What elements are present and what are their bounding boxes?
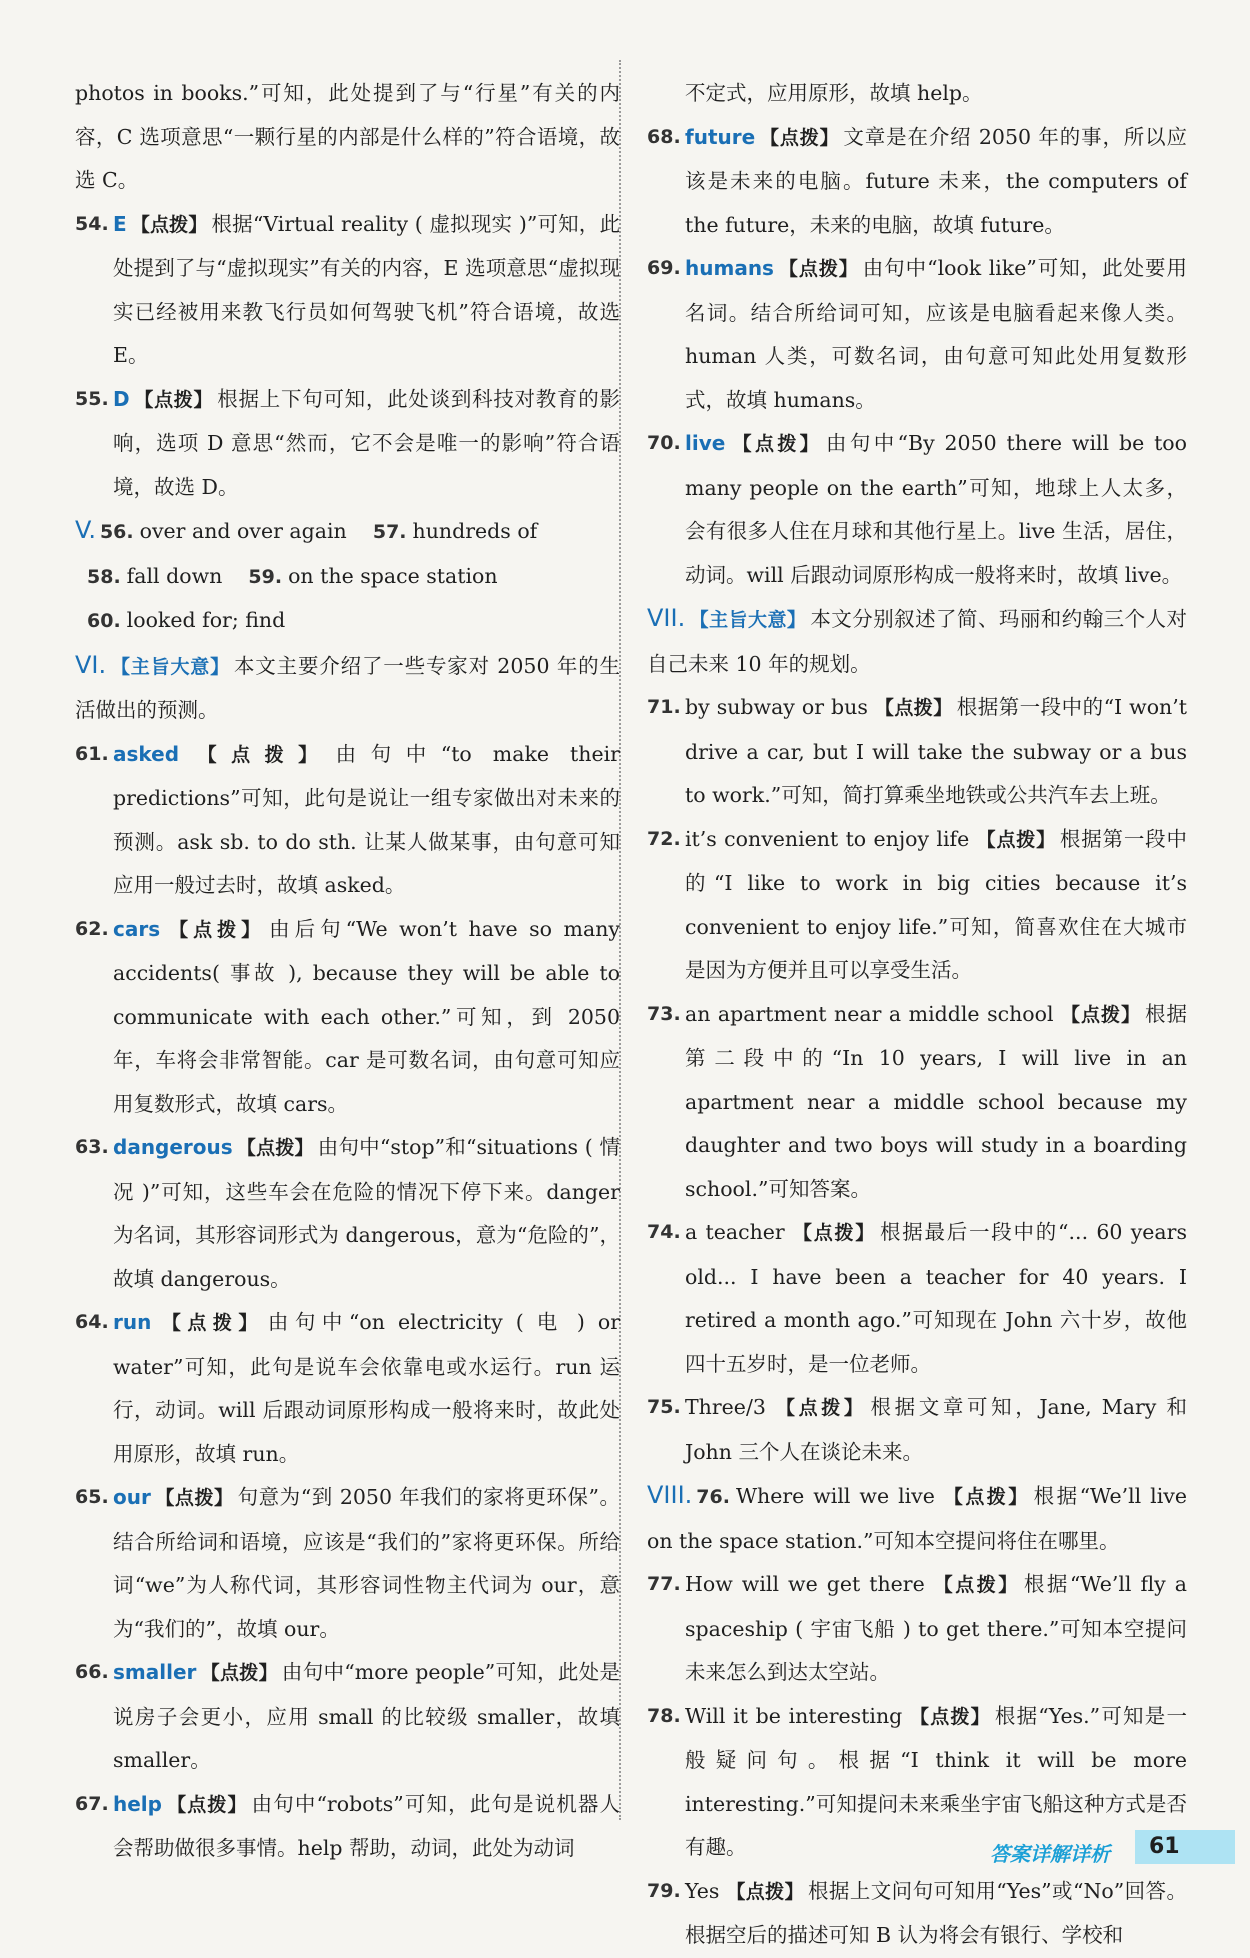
question-number: 79. (647, 1879, 681, 1902)
page-number: 61 (1135, 1830, 1235, 1864)
section-roman-numeral: VII. (647, 604, 686, 632)
answer-75 (647, 1386, 1187, 1474)
explanation: 根据上文问句可知用“Yes”或“No”回答。根据空后的描述可知 B 认为将会有银行、学校和 (685, 1878, 1187, 1947)
hint-tag: 【点拨】 (777, 258, 859, 280)
hint-tag: 【点拨】 (133, 388, 214, 411)
hint-tag: 【点拨】 (154, 1487, 234, 1509)
section-roman-numeral: V. (75, 516, 96, 544)
answer-73 (647, 993, 1187, 1212)
explanation: 由句中“look like”可知，此处要用名词。结合所给词可知，应该是电脑看起来像人类。human 人类，可数名词，由句意可知此处用复数形式，故填 humans。 (685, 256, 1187, 412)
answer-55 (75, 378, 620, 510)
answer-key: Will it be interesting (685, 1703, 903, 1728)
question-number: 63. (75, 1136, 109, 1158)
continuation-text: photos in books.”可知，此处提到了与“行星”有关的内容，C 选项意思“一颗行星的内部是什么样的”符合语境，故选 C。 (75, 81, 620, 192)
answer-text: looked for; find (126, 608, 286, 632)
answer-70 (647, 422, 1187, 597)
answer-key: Three/3 (685, 1395, 766, 1419)
answer-key: by subway or bus (685, 695, 868, 719)
explanation: 根据第二段中的“In 10 years, I will live in an apartment near a middle school because my daughter and two boys will study in a boarding school.”可知答案。 (685, 1001, 1188, 1201)
explanation: 由句中“stop”和“situations ( 情况 )”可知，这些车会在危险的情况下停下来。danger 为名词，其形容词形式为 dangerous，意为“危险的”，故填 dangerous。 (113, 1135, 620, 1291)
summary-tag: 【主旨大意】 (689, 609, 807, 631)
answer-key: asked (113, 741, 180, 766)
section-roman-numeral: VIII. (647, 1481, 693, 1509)
hint-tag: 【点拨】 (759, 126, 840, 149)
question-number: 64. (75, 1311, 109, 1333)
answer-text: over and over again (139, 519, 347, 543)
question-number: 67. (75, 1792, 109, 1815)
explanation: 根据第一段中的“I like to work in big cities because it’s convenient to enjoy life.”可知，简喜欢住在大城市是因为方便并且可以享受生活。 (685, 826, 1187, 982)
question-number: 78. (647, 1704, 681, 1727)
answer-key: future (685, 124, 756, 149)
explanation: 根据“Yes.”可知是一般疑问句。根据“I think it will be more interesting.”可知提问未来乘坐宇宙飞船这种方式是否有趣。 (685, 1703, 1187, 1859)
answer-65 (75, 1476, 620, 1651)
answer-54 (75, 203, 620, 378)
left-column (75, 72, 620, 1871)
answer-key: live (685, 431, 726, 455)
answer-key: D (113, 386, 130, 411)
question-number: 54. (75, 212, 109, 235)
question-number: 77. (647, 1573, 681, 1595)
hint-tag: 【点拨】 (130, 213, 208, 236)
explanation: 由后句“We won’t have so many accidents( 事故 ), because they will be able to communicate with each other.”可知，到 2050 年，车将会非常智能。car 是可数名词，由句意可知应用复数形式，故填 cars。 (113, 916, 620, 1116)
answer-key: Yes (685, 1878, 720, 1903)
answer-67 (75, 1783, 620, 1871)
explanation: 句意为“到 2050 年我们的家将更环保”。结合所给词和语境，应该是“我们的”家将更环保。所给词“we”为人称代词，其形容词性物主代词为 our，意为“我们的”，故填 our。 (113, 1485, 620, 1641)
answer-key: How will we get there (685, 1572, 925, 1596)
answer-key: an apartment near a middle school (685, 1001, 1054, 1026)
question-number: 71. (647, 696, 681, 718)
answer-74 (647, 1211, 1187, 1386)
question-number: 62. (75, 917, 109, 940)
question-number: 60. (87, 610, 121, 632)
answer-63 (75, 1126, 620, 1301)
answer-key: our (113, 1485, 151, 1509)
answer-79 (647, 1870, 1187, 1958)
question-number: 70. (647, 432, 681, 454)
answer-77 (647, 1563, 1187, 1695)
question-number: 75. (647, 1396, 681, 1418)
answer-68 (647, 116, 1187, 248)
summary-text: 本文主要介绍了一些专家对 2050 年的生活做出的预测。 (75, 653, 620, 722)
hint-tag: 【点拨】 (976, 828, 1056, 851)
right-column (647, 72, 1187, 1958)
section-5-row-2 (75, 555, 620, 600)
question-number: 56. (99, 521, 134, 543)
explanation: 文章是在介绍 2050 年的事，所以应该是未来的电脑。future 未来，the computers of the future，未来的电脑，故填 future。 (685, 124, 1187, 237)
explanation: 由句中“robots”可知，此句是说机器人会帮助做很多事情。help 帮助，动词，此处为动词 (113, 1791, 620, 1860)
explanation: 由句中“By 2050 there will be too many people on the earth”可知，地球上人太多，会有很多人住在月球和其他行星上。live 生活，居住，动词。will 后跟动词原形构成一般将来时，故填 live。 (685, 431, 1187, 587)
explanation: 根据“Virtual reality ( 虚拟现实 )”可知，此处提到了与“虚拟现实”有关的内容，E 选项意思“虚拟现实已经被用来教飞行员如何驾驶飞机”符合语境，故选 E。 (113, 211, 620, 367)
question-number: 74. (647, 1221, 681, 1243)
question-number: 55. (75, 387, 109, 410)
hint-tag: 【点拨】 (776, 1397, 867, 1419)
answer-text: fall down (126, 563, 223, 588)
question-number: 59. (248, 565, 283, 588)
answer-71 (647, 686, 1187, 818)
explanation: 根据文章可知，Jane, Mary 和 John 三个人在谈论未来。 (685, 1395, 1187, 1464)
answer-62 (75, 908, 620, 1127)
hint-tag: 【点拨】 (792, 1222, 877, 1244)
question-number: 73. (647, 1002, 681, 1025)
answer-72 (647, 818, 1187, 993)
hint-tag: 【点拨】 (200, 1662, 278, 1684)
section-roman-numeral: VI. (75, 650, 107, 679)
hint-tag: 【点拨】 (1061, 1003, 1142, 1026)
answer-text: hundreds of (412, 519, 538, 543)
section-6-summary (75, 644, 620, 733)
answer-key: dangerous (113, 1135, 233, 1159)
answer-key: run (113, 1310, 152, 1334)
answer-key: a teacher (685, 1220, 785, 1244)
hint-tag: 【点拨】 (943, 1486, 1030, 1508)
question-number: 65. (75, 1486, 109, 1508)
section-5-row-1 (75, 509, 620, 555)
answer-text: on the space station (288, 563, 498, 588)
question-number: 68. (647, 125, 681, 148)
explanation: 根据“We’ll fly a spaceship ( 宇宙飞船 ) to get there.”可知本空提问未来怎么到达太空站。 (685, 1572, 1187, 1684)
summary-text: 本文分别叙述了简、玛丽和约翰三个人对自己未来 10 年的规划。 (647, 607, 1187, 676)
question-number: 61. (75, 742, 109, 765)
answer-69 (647, 247, 1187, 422)
answer-76 (647, 1474, 1187, 1563)
question-number: 72. (647, 827, 681, 850)
hint-tag: 【点拨】 (155, 1312, 264, 1334)
answer-key: Where will we live (735, 1484, 935, 1508)
hint-tag: 【点拨】 (910, 1705, 991, 1728)
question-number: 69. (647, 257, 681, 279)
answer-key: humans (685, 256, 774, 280)
explanation: 根据最后一段中的“... 60 years old... I have been a teacher for 40 years. I retired a month ago.”可知现在 John 六十岁，故他四十五岁时，是一位老师。 (685, 1220, 1187, 1376)
explanation: 根据“We’ll live on the space station.”可知本空提问将住在哪里。 (647, 1484, 1187, 1553)
footer-section-label: 答案详解详析 (990, 1842, 1110, 1866)
question-number: 66. (75, 1661, 109, 1683)
hint-tag: 【点拨】 (164, 918, 266, 941)
hint-tag: 【点拨】 (729, 433, 823, 455)
hint-tag: 【点拨】 (726, 1880, 805, 1903)
answer-key: it’s convenient to enjoy life (685, 826, 970, 851)
section-5 (75, 509, 620, 644)
question-number: 58. (87, 565, 121, 588)
question-number: 76. (696, 1486, 730, 1508)
explanation: 由句中“on electricity ( 电 ) or water”可知，此句是说车会依靠电或水运行。run 运行，动词。will 后跟动词原形构成一般将来时，故此处用原形，故填 run。 (113, 1310, 620, 1466)
hint-tag: 【点拨】 (874, 697, 953, 719)
explanation: 由句中“more people”可知，此处是说房子会更小，应用 small 的比较级 smaller，故填 smaller。 (113, 1660, 620, 1772)
question-number: 57. (372, 521, 407, 543)
answer-key: cars (113, 916, 161, 941)
hint-tag: 【点拨】 (933, 1574, 1020, 1596)
answer-61 (75, 733, 620, 908)
answer-key: E (113, 211, 127, 236)
section-7-summary (647, 597, 1187, 686)
explanation: 根据第一段中的“I won’t drive a car, but I will take the subway or a bus to work.”可知，简打算乘坐地铁或公共汽车去上班。 (685, 695, 1187, 807)
answer-64 (75, 1301, 620, 1476)
explanation: 根据上下句可知，此处谈到科技对教育的影响，选项 D 意思“然而，它不会是唯一的影响”符合语境，故选 D。 (113, 386, 620, 499)
hint-tag: 【点拨】 (183, 743, 332, 766)
answer-66 (75, 1651, 620, 1783)
answer-key: smaller (113, 1660, 197, 1684)
hint-tag: 【点拨】 (165, 1793, 248, 1816)
hint-tag: 【点拨】 (236, 1137, 314, 1159)
section-5-row-3 (75, 599, 620, 644)
continuation-text: 不定式，应用原形，故填 help。 (685, 81, 983, 105)
answer-key: help (113, 1791, 162, 1816)
explanation: 由句中“to make their predictions”可知，此句是说让一组专家做出对未来的预测。ask sb. to do sth. 让某人做某事，由句意可知应用一般过去时，故填 asked。 (113, 741, 620, 897)
summary-tag: 【主旨大意】 (110, 655, 230, 678)
